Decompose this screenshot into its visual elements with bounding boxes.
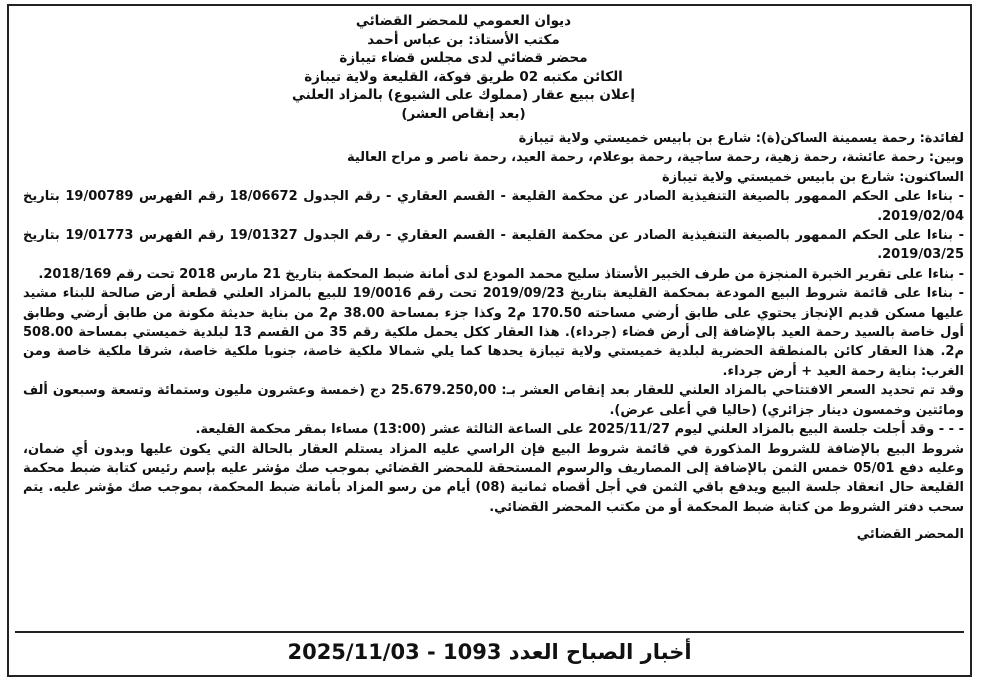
office-address: الكائن مكتبه 02 طريق فوكة، القليعة ولاية تيبازة — [304, 68, 623, 85]
announcement-frame — [7, 4, 972, 677]
publication-footer: أخبار الصباح العدد 1093 - 2025/11/03 — [287, 640, 692, 664]
announcement-header — [23, 12, 904, 123]
auction-date-paragraph: - - - وقد أجلت جلسة البيع بالمزاد العلني ليوم 2025/11/27 على الساعة الثالثة عشر (13:00) مساءا بمقر محكمة القليعة. — [195, 422, 964, 438]
signature: المحضر القضائي — [856, 527, 964, 543]
announcement-body — [23, 129, 964, 517]
announcement-content — [23, 12, 964, 542]
announcement-title: إعلان ببيع عقار (مملوك على الشيوع) بالمزاد العلني — [292, 87, 635, 103]
property-description-paragraph: - بناءا على قائمة شروط البيع المودعة بمحكمة القليعة بتاريخ 2019/09/23 تحت رقم 19/0016 للبيع بالمزاد العلني قطعة أرض صالحة للبناء مشيد عليها مسكن قديم الإنجاز يحتوي على طابق أرضي مساحته 170.50 م2 وكذا جزء بمساحة 38.00 م2 من بناية حديثة مكونة من طابق أرضي وطابق أول خاصة بالسيد رحمة العيد بالإضافة إلى أرض فضاء (جرداء). هذا العقار ككل يحمل ملكية رقم 35 من القسم 13 لبلدية خميستي بمساحة 508.00 م2. هذا العقار كائن بالمنطقة الحضرية لبلدية خميستي ولاية تيبازة يحدها كما يلي شمالا ملكية خاصة، جنوبا ملكية خاصة، شرقا ملكية خاصة ومن الغرب: بناية رحمة العيد + أرض جرداء. — [23, 286, 965, 379]
judgment-1-paragraph: - بناءا على الحكم الممهور بالصيغة التنفيذية الصادر عن محكمة القليعة - القسم العقاري - رقم الجدول 18/06672 رقم الفهرس 19/00789 بتاريخ 2019/02/04. — [23, 189, 964, 224]
expert-report-paragraph: - بناءا على تقرير الخبرة المنجزة من طرف الخبير الأستاذ سليح محمد المودع لدى أمانة ضبط المحكمة بتاريخ 21 مارس 2018 تحت رقم 2018/169. — [38, 266, 964, 282]
residence-paragraph: الساكنون: شارع بن بابيس خميستي ولاية تيبازة — [662, 169, 964, 185]
judgment-2-paragraph: - بناءا على الحكم الممهور بالصيغة التنفيذية الصادر عن محكمة القليعة - القسم العقاري - رقم الجدول 19/01327 رقم الفهرس 19/01773 بتاريخ 2019/03/25. — [23, 228, 964, 263]
announcement-subtitle: (بعد إنقاص العشر) — [401, 105, 526, 122]
parties-paragraph: وبين: رحمة عائشة، رحمة زهية، رحمة ساجية، رحمة بوعلام، رحمة العيد، رحمة ناصر و مراح العالية — [346, 150, 964, 166]
opening-price-paragraph: وقد تم تحديد السعر الافتتاحي بالمزاد العلني للعقار بعد إنقاص العشر بـ: 25.679.250,00 دج (خمسة وعشرون مليون وستمائة وتسعة وسبعون ألف ومائتين وخمسون دينار جزائري) (حاليا في أعلى عرض). — [23, 383, 964, 418]
sale-conditions-paragraph: شروط البيع بالإضافة للشروط المذكورة في قائمة شروط البيع فإن الراسي عليه المزاد يستلم العقار بالحالة التي يكون عليها وبدون أي ضمان، وعليه دفع 05/01 خمس الثمن بالإضافة إلى المصاريف والرسوم المستحقة للمحضر القضائي بموجب صك مؤشر عليه بإسم رئيس كتابة ضبط محكمة القليعة حال انعقاد جلسة البيع ويدفع باقي الثمن في أجل أقصاه ثمانية (08) أيام من رسو المزاد بأمانة ضبط المحكمة، بموجب صك مؤشر عليه. يتم سحب دفتر الشروط من كتابة ضبط المحكمة أو من مكتب المحضر القضائي. — [23, 441, 965, 515]
footer-divider — [15, 631, 964, 633]
bailiff-name: مكتب الأستاذ: بن عباس أحمد — [367, 31, 560, 48]
beneficiary-paragraph: لفائدة: رحمة يسمينة الساكن(ة): شارع بن بابيس خميستي ولاية تيبازة — [518, 131, 964, 146]
office-title: ديوان العمومي للمحضر القضائي — [355, 13, 572, 29]
bailiff-court: محضر قضائي لدى مجلس قضاء تيبازة — [339, 50, 588, 66]
